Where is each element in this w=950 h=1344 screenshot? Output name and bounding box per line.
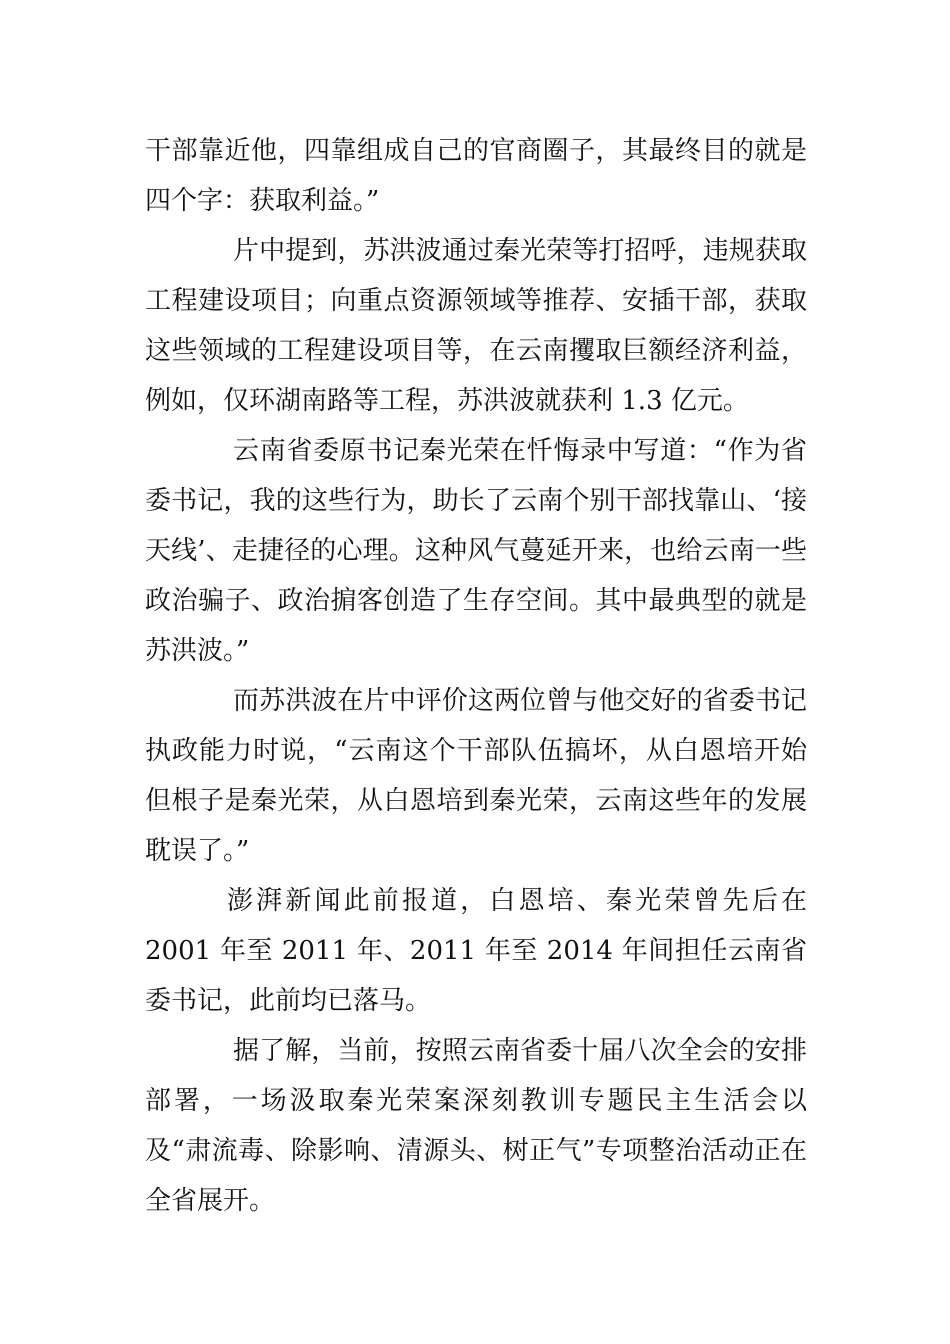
paragraph-2: 片中提到，苏洪波通过秦光荣等打招呼，违规获取工程建设项目；向重点资源领域等推荐、安插干部，获取这些领域的工程建设项目等，在云南攫取巨额经济利益，例如，仅环湖南路等工程，苏洪波就获利 1.3 亿元。 (145, 236, 807, 416)
paragraph-5: 澎湃新闻此前报道，白恩培、秦光荣曾先后在 2001 年至 2011 年、2011 年至 2014 年间担任云南省委书记，此前均已落马。 (145, 886, 807, 1016)
paragraph-4: 而苏洪波在片中评价这两位曾与他交好的省委书记执政能力时说，“云南这个干部队伍搞坏，从白恩培开始但根子是秦光荣，从白恩培到秦光荣，云南这些年的发展耽误了。” (145, 686, 807, 866)
document-body (145, 126, 807, 1226)
paragraph-6: 据了解，当前，按照云南省委十届八次全会的安排部署，一场汲取秦光荣案深刻教训专题民主生活会以及“肃流毒、除影响、清源头、树正气”专项整治活动正在全省展开。 (145, 1036, 807, 1216)
paragraph-1: 干部靠近他，四靠组成自己的官商圈子，其最终目的就是四个字：获取利益。” (145, 136, 807, 216)
paragraph-3: 云南省委原书记秦光荣在忏悔录中写道：“作为省委书记，我的这些行为，助长了云南个别干部找靠山、‘接天线’、走捷径的心理。这种风气蔓延开来，也给云南一些政治骗子、政治掮客创造了生存空间。其中最典型的就是苏洪波。” (145, 436, 807, 666)
